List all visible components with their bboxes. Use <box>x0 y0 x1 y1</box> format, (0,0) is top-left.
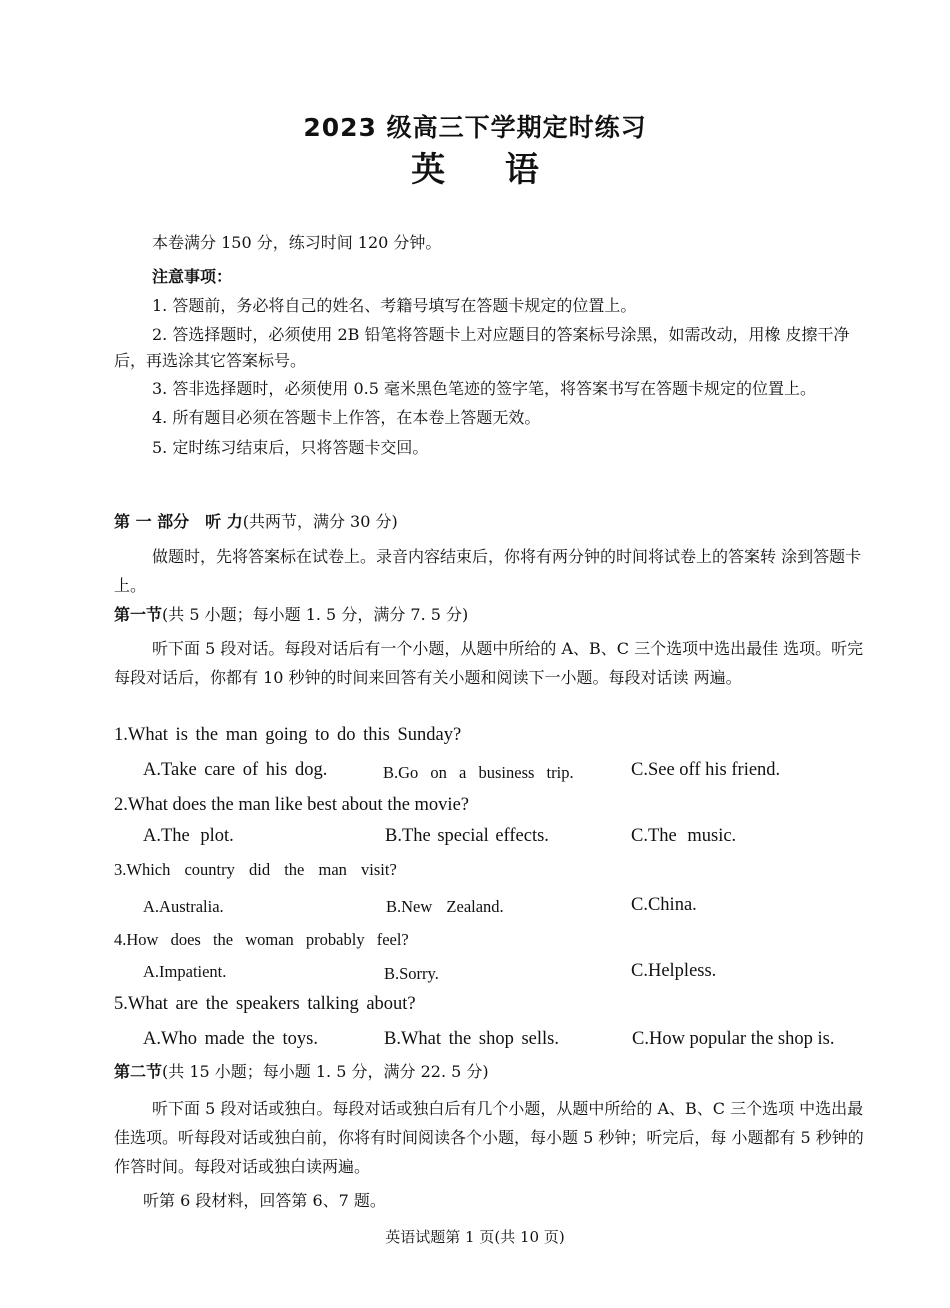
q5-option-c: C.How popular the shop is. <box>632 1029 835 1049</box>
question-3: 3.Which country did the man visit? <box>114 860 397 879</box>
material-6-instruction: 听第 6 段材料，回答第 6、7 题。 <box>143 1191 386 1210</box>
question-2: 2.What does the man like best about the movie? <box>114 795 469 815</box>
section1-heading-rest: (共 5 小题；每小题 1. 5 分，满分 7. 5 分) <box>162 605 469 624</box>
q5-option-b: B.What the shop sells. <box>384 1029 559 1049</box>
q1-option-c: C.See off his friend. <box>631 760 781 780</box>
note-item-1: 1. 答题前，务必将自己的姓名、考籍号填写在答题卡规定的位置上。 <box>152 296 637 315</box>
q1-option-b: B.Go on a business trip. <box>383 763 574 782</box>
section2-heading-rest: (共 15 小题；每小题 1. 5 分，满分 22. 5 分) <box>162 1062 489 1081</box>
q3-option-b: B.New Zealand. <box>386 897 504 916</box>
section2-instruction: 听下面 5 段对话或独白。每段对话或独白后有几个小题，从题中所给的 A、B、C 三个选项 中选出最佳选项。听每段对话或独白前，你将有时间阅读各个小题，每小题 5 秒钟；听完后，每 小题都有 5 秒钟的作答时间。每段对话或独白读两遍。 <box>114 1099 864 1176</box>
section1-heading-bold: 第一节 <box>114 605 163 624</box>
part1-instruction: 做题时，先将答案标在试卷上。录音内容结束后，你将有两分钟的时间将试卷上的答案转 涂到答题卡上。 <box>114 547 862 595</box>
part1-heading <box>114 511 398 533</box>
q4-option-a: A.Impatient. <box>143 962 227 981</box>
q5-option-a: A.Who made the toys. <box>143 1029 318 1049</box>
part1-heading-rest: (共两节，满分 30 分) <box>242 512 398 531</box>
q2-option-c: C.The music. <box>631 826 737 846</box>
exam-title: 2023 级高三下学期定时练习 <box>303 113 647 142</box>
q2-option-b: B.The special effects. <box>385 826 549 846</box>
section2-heading <box>114 1061 489 1083</box>
note-item-2: 2. 答选择题时，必须使用 2B 铅笔将答题卡上对应题目的答案标号涂黑，如需改动，用橡 皮擦干净后，再选涂其它答案标号。 <box>114 325 850 370</box>
section1-heading <box>114 604 468 626</box>
question-4: 4.How does the woman probably feel? <box>114 930 409 949</box>
q4-option-b: B.Sorry. <box>384 964 439 983</box>
note-item-3: 3. 答非选择题时，必须使用 0.5 毫米黑色笔迹的签字笔，将答案书写在答题卡规定的位置上。 <box>152 379 816 398</box>
subject-title: 英 语 <box>411 150 563 190</box>
q3-option-c: C.China. <box>631 895 697 915</box>
note-item-4: 4. 所有题目必须在答题卡上作答，在本卷上答题无效。 <box>152 408 541 427</box>
page-footer: 英语试题第 1 页(共 10 页) <box>385 1228 565 1246</box>
note-item-5: 5. 定时练习结束后，只将答题卡交回。 <box>152 438 429 457</box>
question-5: 5.What are the speakers talking about? <box>114 994 416 1014</box>
score-time-note: 本卷满分 150 分，练习时间 120 分钟。 <box>152 233 442 252</box>
q1-option-a: A.Take care of his dog. <box>143 760 328 780</box>
q2-option-a: A.The plot. <box>143 826 234 846</box>
section2-heading-bold: 第二节 <box>114 1062 163 1081</box>
q4-option-c: C.Helpless. <box>631 961 717 981</box>
part1-heading-bold: 第 一 部分 听 力 <box>114 512 243 531</box>
q3-option-a: A.Australia. <box>143 897 224 916</box>
question-1: 1.What is the man going to do this Sunday? <box>114 725 462 745</box>
notes-title: 注意事项： <box>152 267 233 286</box>
section1-instruction: 听下面 5 段对话。每段对话后有一个小题，从题中所给的 A、B、C 三个选项中选出最佳 选项。听完每段对话后，你都有 10 秒钟的时间来回答有关小题和阅读下一小题。每段对话读 两遍。 <box>114 639 864 687</box>
